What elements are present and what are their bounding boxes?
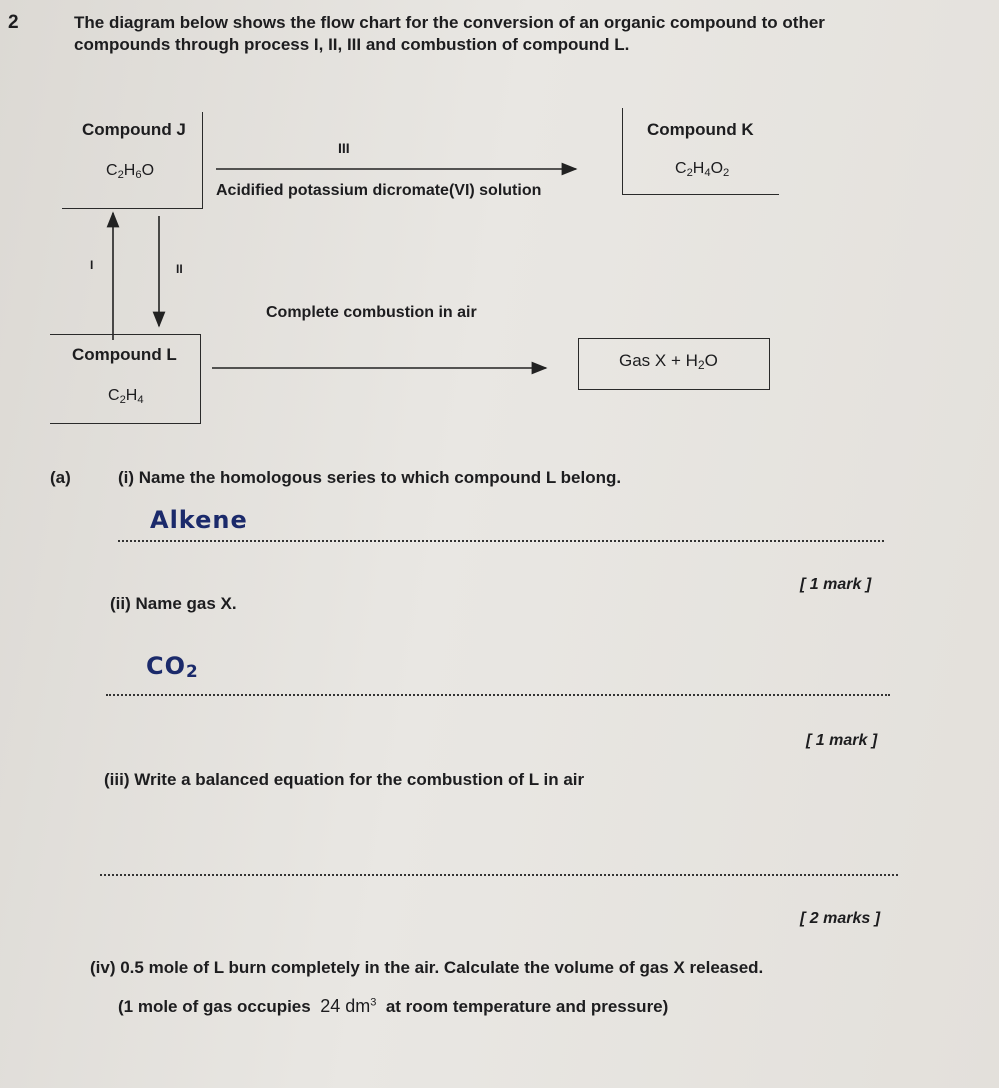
compound-k-box	[622, 108, 779, 195]
part-a-ii-mark: [ 1 mark ]	[806, 732, 878, 749]
part-a-iii-mark: [ 2 marks ]	[800, 910, 881, 927]
part-a-iv-question: (iv) 0.5 mole of L burn completely in the air. Calculate the volume of gas X released.	[90, 958, 764, 977]
intro-line-2: compounds through process I, II, III and combustion of compound L.	[74, 35, 630, 54]
process-i-label: I	[90, 258, 94, 272]
products-formula: Gas $X + H_2O$	[619, 351, 718, 372]
compound-j-name: Compound J	[82, 120, 186, 139]
answer-line-i	[118, 540, 884, 542]
compound-l-box	[50, 334, 201, 424]
compound-k-name: Compound K	[647, 120, 754, 139]
process-iii-reagent: Acidified potassium dicromate(VI) solution	[216, 182, 542, 199]
part-a-ii-question: (ii) Name gas X.	[110, 594, 237, 613]
part-a-ii-answer: $CO_2$	[146, 652, 199, 681]
answer-line-ii	[106, 694, 890, 696]
process-ii-label: II	[176, 262, 183, 276]
process-iii-label: III	[338, 140, 350, 156]
part-a-iv-note: (1 mole of gas occupies 24 $dm^3$ at room temperature and pressure)	[118, 996, 669, 1016]
compound-j-formula: $C_2H_6O$	[106, 162, 155, 181]
part-a-i-answer: Alkene	[150, 506, 248, 534]
combustion-label: Complete combustion in air	[266, 304, 477, 321]
compound-k-formula: $C_2H_4O_2$	[675, 160, 730, 179]
compound-l-name: Compound L	[72, 345, 177, 364]
part-a-i-mark: [ 1 mark ]	[800, 576, 872, 593]
products-box	[578, 338, 770, 390]
part-a-label: (a)	[50, 468, 71, 487]
part-a-iii-question: (iii) Write a balanced equation for the combustion of L in air	[104, 770, 585, 789]
compound-j-box	[62, 112, 203, 209]
part-a-i-question: (i) Name the homologous series to which compound L belong.	[118, 468, 622, 487]
answer-line-iii	[100, 874, 898, 876]
intro-line-1: The diagram below shows the flow chart for the conversion of an organic compound to other	[74, 13, 825, 32]
gas-x-label: Gas X	[619, 351, 667, 370]
question-number: 2	[8, 12, 19, 33]
compound-l-formula: $C_2H_4$	[108, 387, 144, 406]
